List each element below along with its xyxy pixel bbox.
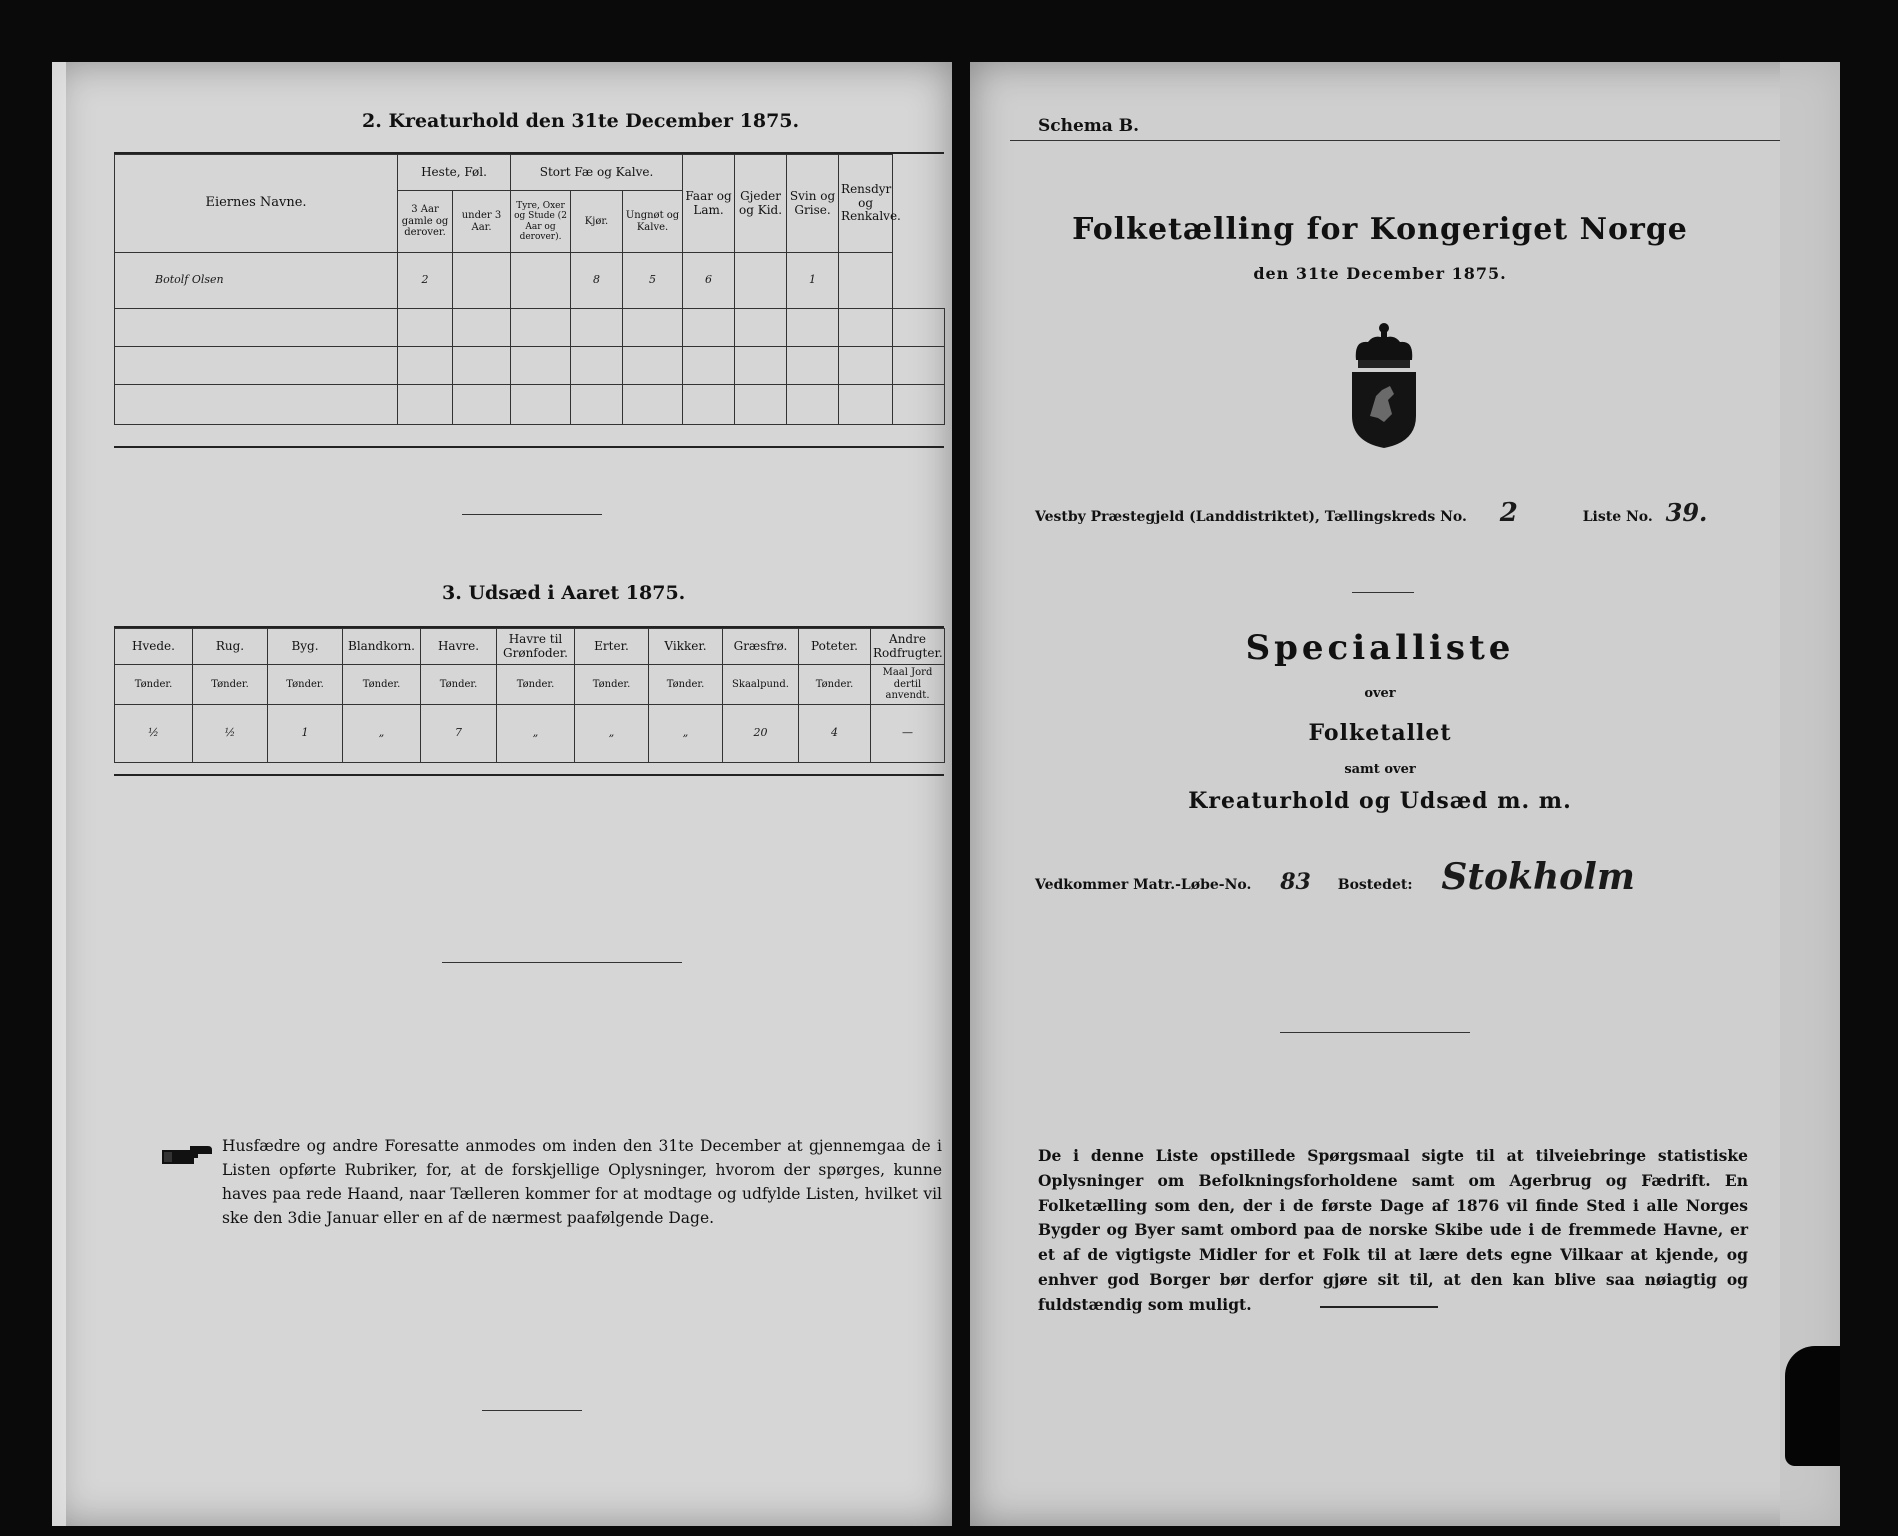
header-cattle: Stort Fæ og Kalve. (511, 155, 683, 191)
seed-crop-header: Erter. (575, 629, 649, 665)
seed-value-cell: 20 (723, 704, 799, 762)
matr-number: 83 (1280, 869, 1311, 895)
kreaturhold-title: Kreaturhold og Udsæd m. m. (1188, 788, 1572, 814)
seed-crop-header: Rug. (193, 629, 268, 665)
seed-value-cell: „ (497, 704, 575, 762)
header-horses-old: 3 Aar gamle og derover. (398, 191, 453, 253)
header-goats: Gjeder og Kid. (735, 155, 787, 253)
header-owner: Eiernes Navne. (115, 155, 398, 253)
owner-cell: Botolf Olsen (115, 253, 398, 309)
seed-unit-header: Skaalpund. (723, 665, 799, 705)
divider (462, 514, 602, 515)
section3-title: 3. Udsæd i Aaret 1875. (442, 582, 686, 604)
seed-unit-header: Tønder. (421, 665, 497, 705)
seed-unit-header: Tønder. (575, 665, 649, 705)
seed-crop-header: Havre til Grønfoder. (497, 629, 575, 665)
page-clip-shadow (1785, 1346, 1840, 1466)
folketallet-title: Folketallet (1308, 720, 1452, 746)
district-line (1035, 498, 1707, 528)
seed-crop-header: Byg. (268, 629, 343, 665)
samt-over-label: samt over (1344, 762, 1416, 777)
seed-value-cell: ½ (115, 704, 193, 762)
table-row (115, 704, 945, 762)
section2-title: 2. Kreaturhold den 31te December 1875. (362, 110, 800, 132)
table-row (115, 347, 945, 385)
seed-value-cell: 1 (268, 704, 343, 762)
district-label: Vestby Præstegjeld (Landdistriktet), Tællingskreds No. (1035, 509, 1467, 525)
header-cattle-cows: Kjør. (571, 191, 623, 253)
right-page (970, 62, 1840, 1526)
seed-crop-header: Hvede. (115, 629, 193, 665)
pigs-cell: 1 (787, 253, 839, 309)
header-sheep: Faar og Lam. (683, 155, 735, 253)
special-title: Specialliste (1245, 628, 1515, 668)
seed-unit-header: Maal Jord dertil anvendt. (871, 665, 945, 705)
table-row (115, 253, 945, 309)
seed-value-cell: „ (575, 704, 649, 762)
horses-old-cell: 2 (398, 253, 453, 309)
left-page (52, 62, 952, 1526)
census-title: Folketælling for Kongeriget Norge (1072, 212, 1688, 247)
divider (1010, 140, 1780, 141)
seed-value-cell: ½ (193, 704, 268, 762)
kreds-number: 2 (1499, 498, 1518, 528)
seed-crop-header: Andre Rodfrugter. (871, 629, 945, 665)
pointing-hand-icon (160, 1140, 214, 1170)
seed-crop-header: Blandkorn. (343, 629, 421, 665)
seed-crop-header: Havre. (421, 629, 497, 665)
header-cattle-young: Ungnøt og Kalve. (623, 191, 683, 253)
seed-crop-header: Græsfrø. (723, 629, 799, 665)
seed-unit-header: Tønder. (343, 665, 421, 705)
header-horses-young: under 3 Aar. (453, 191, 511, 253)
divider (442, 962, 682, 963)
divider (1352, 592, 1414, 593)
seed-value-cell: 4 (799, 704, 871, 762)
cattle-bulls-cell (511, 253, 571, 309)
coat-of-arms-icon (1348, 320, 1420, 450)
divider (1280, 1032, 1470, 1033)
bosted-value: Stokholm (1441, 856, 1635, 898)
liste-label: Liste No. (1582, 509, 1653, 525)
seed-unit-header: Tønder. (497, 665, 575, 705)
over-label: over (1364, 686, 1396, 701)
matr-line (1035, 856, 1635, 898)
divider (1320, 1306, 1438, 1308)
seed-value-cell: — (871, 704, 945, 762)
seed-unit-header: Tønder. (268, 665, 343, 705)
bosted-label: Bostedet: (1337, 877, 1413, 893)
sheep-cell: 6 (683, 253, 735, 309)
liste-number: 39. (1665, 498, 1708, 527)
census-paragraph: De i denne Liste opstillede Spørgsmaal sigte til at tilveiebringe statistiske Oplysninger om Befolkningsforholdene samt om Agerbrug og Fædrift. En Folketælling som den, der i de første Dage af 1876 vil finde Sted i alle Norges Bygder og Byer samt ombord paa de norske Skibe ude i de fremmede Havne, er et af de vigtigste Midler for et Folk til at lære dets egne Vilkaar at kjende, og enhver god Borger bør derfor gjøre sit til, at den kan blive saa nøiagtig og fuldstændig som muligt. (1038, 1146, 1748, 1314)
seed-unit-header: Tønder. (649, 665, 723, 705)
cattle-young-cell: 5 (623, 253, 683, 309)
header-horses: Heste, Føl. (398, 155, 511, 191)
header-reindeer: Rensdyr og Renkalve. (839, 155, 893, 253)
divider (482, 1410, 582, 1411)
seed-value-cell: „ (343, 704, 421, 762)
seed-table (114, 628, 945, 763)
seed-unit-header: Tønder. (799, 665, 871, 705)
cattle-cows-cell: 8 (571, 253, 623, 309)
header-pigs: Svin og Grise. (787, 155, 839, 253)
seed-value-cell: „ (649, 704, 723, 762)
schema-label: Schema B. (1038, 116, 1140, 136)
matr-label: Vedkommer Matr.-Løbe-No. (1035, 877, 1252, 893)
table-row (115, 309, 945, 347)
livestock-table (114, 154, 945, 425)
seed-unit-header: Tønder. (193, 665, 268, 705)
census-date: den 31te December 1875. (1253, 264, 1507, 283)
reindeer-cell (839, 253, 893, 309)
seed-table-bottom-rule (114, 774, 944, 776)
header-cattle-bulls: Tyre, Oxer og Stude (2 Aar og derover). (511, 191, 571, 253)
goats-cell (735, 253, 787, 309)
seed-crop-header: Vikker. (649, 629, 723, 665)
seed-crop-header: Poteter. (799, 629, 871, 665)
page-edge (52, 62, 66, 1526)
table-bottom-rule (114, 446, 944, 448)
horses-young-cell (453, 253, 511, 309)
seed-value-cell: 7 (421, 704, 497, 762)
seed-unit-header: Tønder. (115, 665, 193, 705)
notice-text: Husfædre og andre Foresatte anmodes om inden den 31te December at gjennemgaa de i Listen opførte Rubriker, for, at de forskjellige Oplysninger, hvorom der spørges, kunne haves paa rede Haand, naar Tælleren kommer for at modtage og udfylde Listen, hvilket vil ske den 3die Januar eller en af de nærmest paafølgende Dage. (222, 1137, 942, 1228)
table-row (115, 385, 945, 425)
